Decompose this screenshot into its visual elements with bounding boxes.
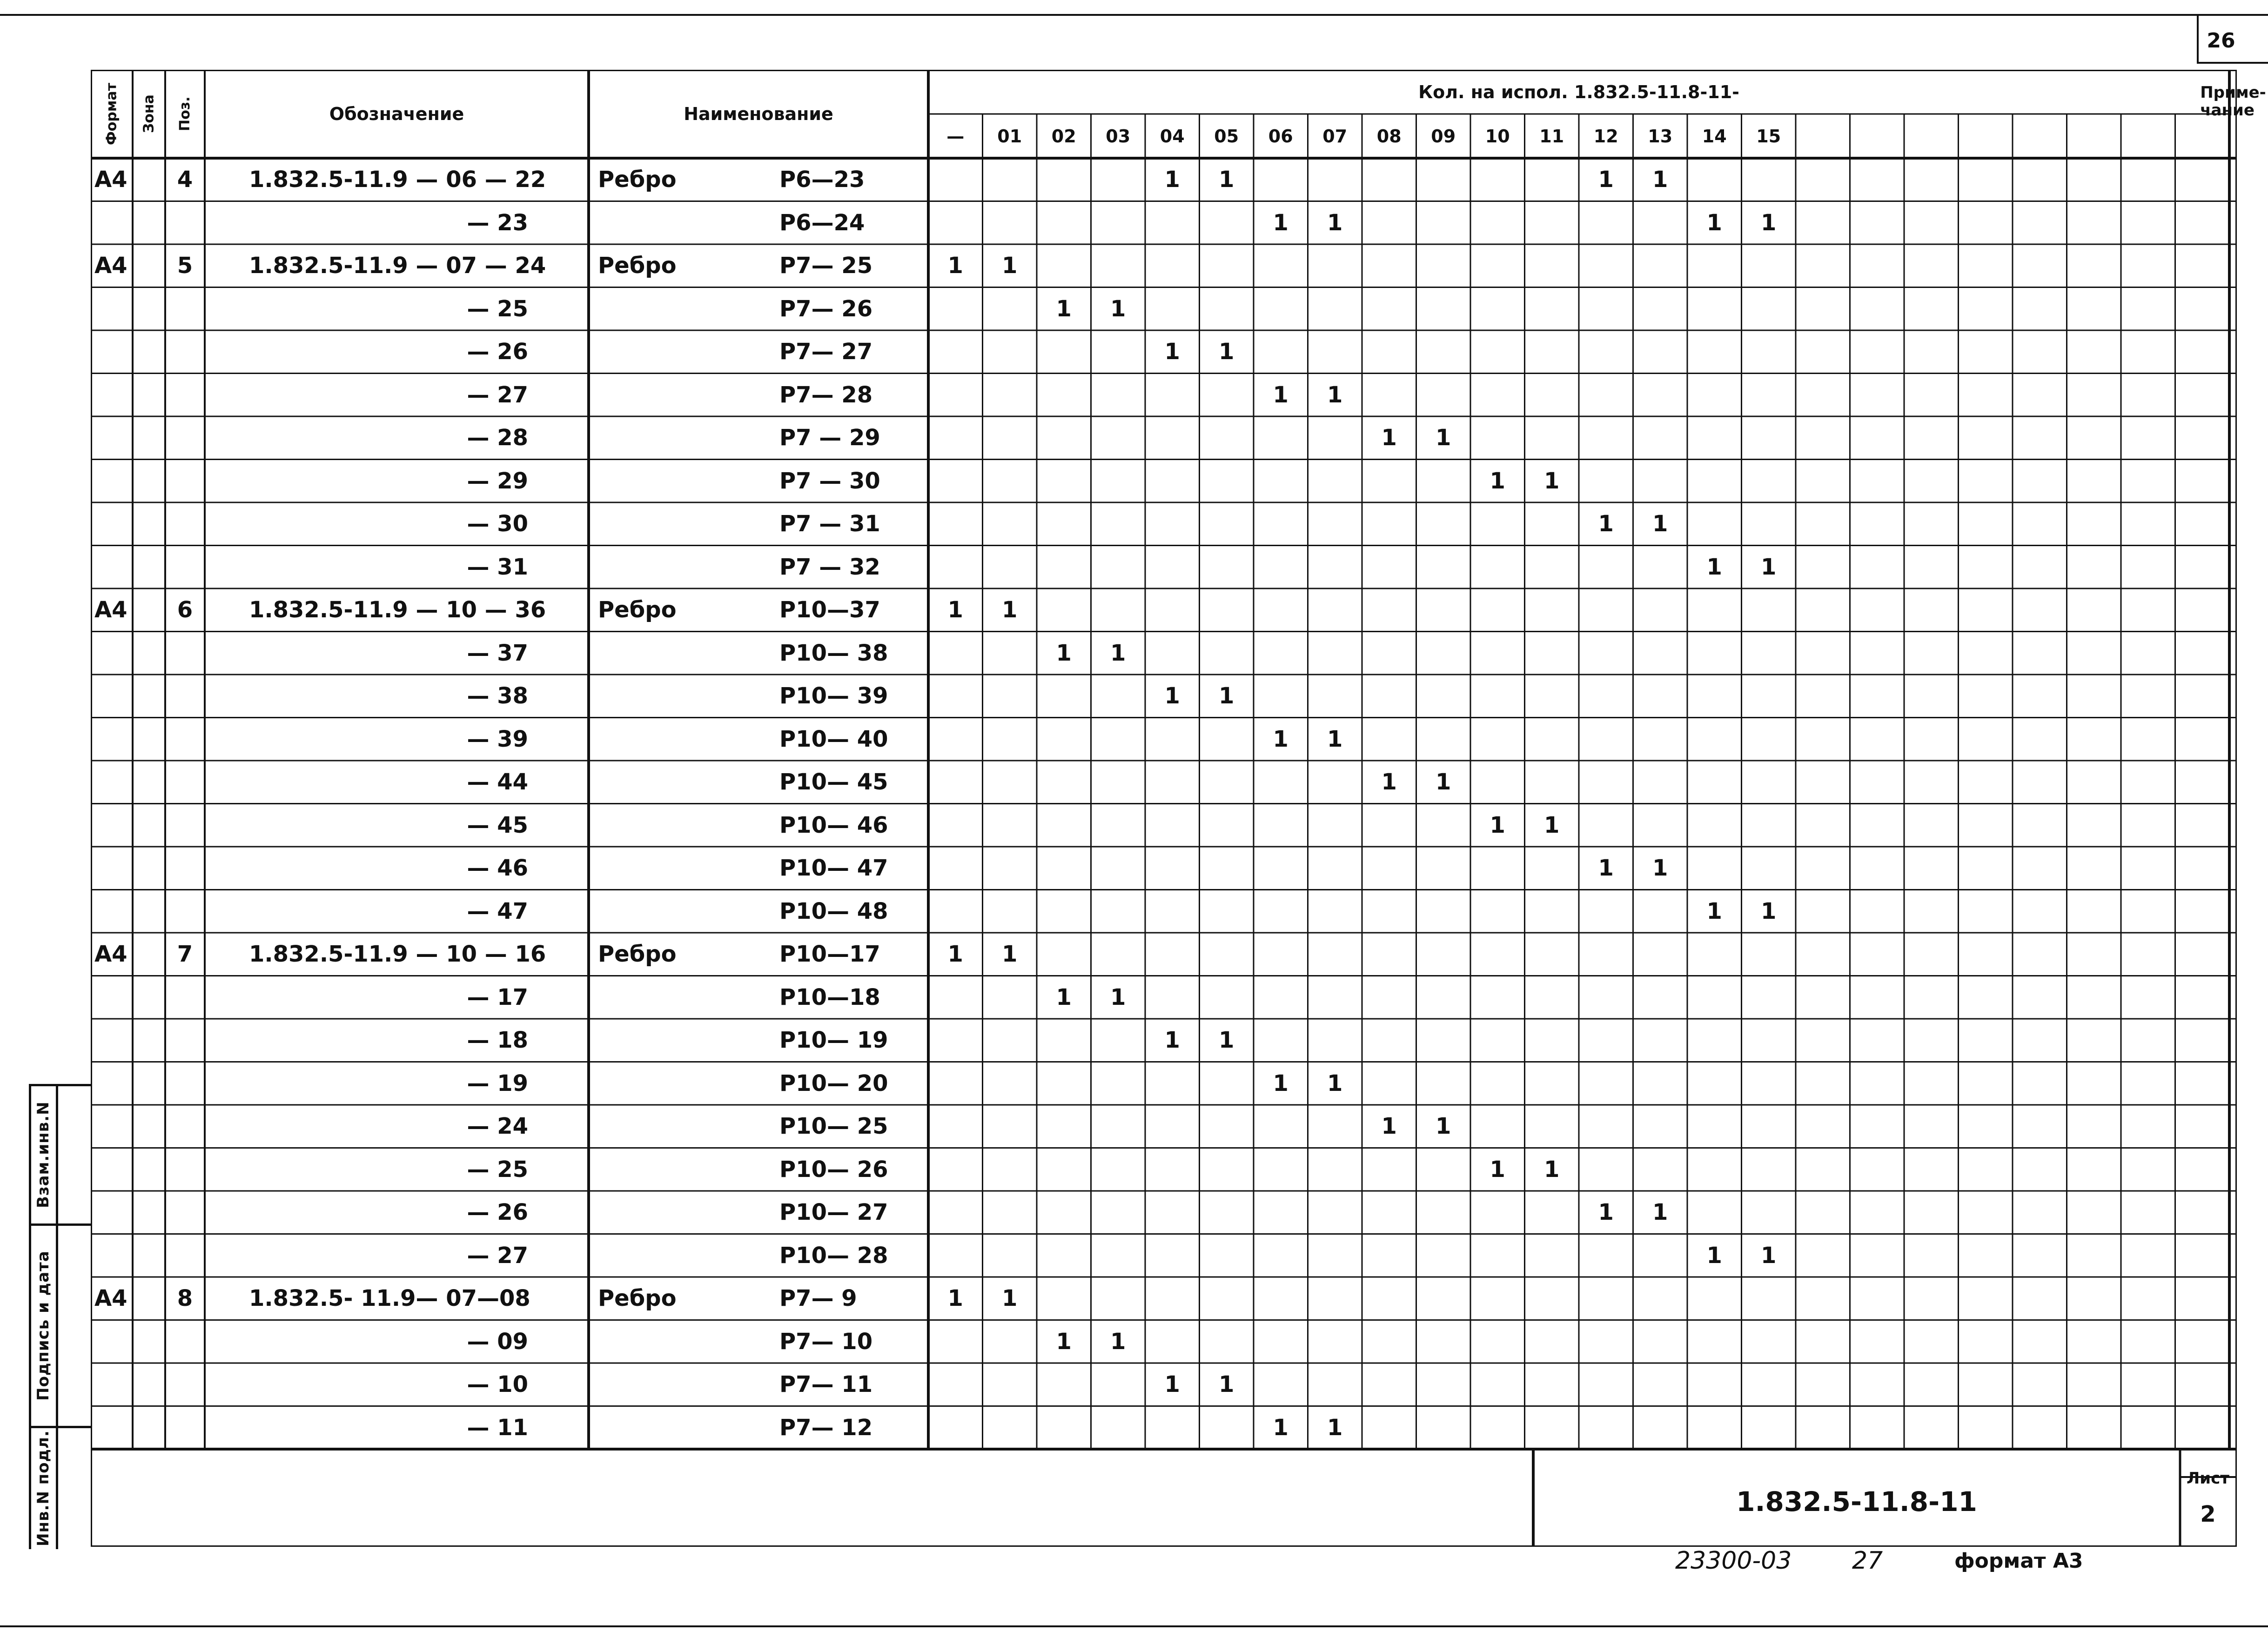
row-oboznachenie: — 45 — [467, 812, 528, 838]
header-variant: 12 — [1593, 126, 1618, 147]
row-oboznachenie: — 23 — [467, 209, 528, 236]
vzam-inv-label: Взам.инв.N — [34, 1101, 53, 1209]
header-variant: 06 — [1268, 126, 1293, 147]
header-variant: 05 — [1214, 126, 1239, 147]
row-qty: 1 — [1327, 1070, 1343, 1096]
row-qty: 1 — [1761, 554, 1777, 580]
row-qty: 1 — [1002, 253, 1018, 279]
row-oboznachenie: 1.832.5-11.9 — 07 — 24 — [249, 253, 546, 279]
header-primechanie: Приме- чание — [2200, 83, 2266, 120]
row-qty: 1 — [947, 253, 963, 279]
row-naimenovanie: Ребро — [598, 253, 677, 279]
row-format: А4 — [94, 253, 127, 279]
header-format: Формат — [103, 83, 120, 145]
sheet-bottom-border — [0, 1625, 2268, 1627]
row-mark: Р10— 26 — [779, 1156, 888, 1183]
row-oboznachenie: — 25 — [467, 1156, 528, 1183]
row-qty: 1 — [1544, 812, 1560, 838]
sheet-top-border — [0, 14, 2268, 16]
row-mark: Р10— 39 — [779, 683, 888, 709]
row-qty: 1 — [947, 941, 963, 968]
row-qty: 1 — [1652, 511, 1668, 537]
header-variant: 15 — [1756, 126, 1781, 147]
header-zona: Зона — [141, 94, 157, 134]
row-mark: Р6—24 — [779, 209, 865, 236]
row-qty: 1 — [1598, 855, 1614, 882]
row-oboznachenie: — 11 — [467, 1414, 528, 1441]
header-poz: Поз. — [177, 96, 193, 132]
row-oboznachenie: — 39 — [467, 726, 528, 752]
side-stamp-mid — [56, 1084, 58, 1549]
row-qty: 1 — [1110, 984, 1126, 1010]
row-mark: Р10—17 — [779, 941, 880, 968]
header-variant: 13 — [1648, 126, 1673, 147]
row-mark: Р10— 19 — [779, 1027, 888, 1054]
footer-format-note: формат А3 — [1954, 1549, 2083, 1573]
row-qty: 1 — [1761, 209, 1777, 236]
row-qty: 1 — [1327, 209, 1343, 236]
row-naimenovanie: Ребро — [598, 597, 677, 623]
row-mark: Р7 — 30 — [779, 468, 880, 494]
header-kol-title: Кол. на испол. 1.832.5-11.8-11- — [1418, 81, 1739, 102]
row-mark: Р7— 25 — [779, 253, 873, 279]
row-mark: Р10—37 — [779, 597, 880, 623]
row-qty: 1 — [1652, 855, 1668, 882]
row-mark: Р7 — 32 — [779, 554, 880, 580]
row-mark: Р10— 27 — [779, 1199, 888, 1226]
inv-podl-label: Инв.N подл. — [34, 1430, 53, 1546]
row-qty: 1 — [1436, 425, 1451, 451]
row-poz: 4 — [177, 167, 193, 193]
row-qty: 1 — [1381, 425, 1397, 451]
row-qty: 1 — [1436, 769, 1451, 795]
row-qty: 1 — [1164, 683, 1180, 709]
row-oboznachenie: — 29 — [467, 468, 528, 494]
page-number: 26 — [2207, 29, 2235, 53]
row-qty: 1 — [1110, 295, 1126, 322]
row-format: А4 — [94, 1285, 127, 1312]
row-oboznachenie: 1.832.5-11.9 — 10 — 16 — [249, 941, 546, 968]
row-qty: 1 — [1490, 1156, 1505, 1183]
row-oboznachenie: — 47 — [467, 898, 528, 924]
footer-doc-number: 23300-03 — [1675, 1547, 1792, 1575]
row-mark: Р10— 38 — [779, 640, 888, 666]
row-oboznachenie: — 18 — [467, 1027, 528, 1054]
row-mark: Р10— 47 — [779, 855, 888, 882]
row-qty: 1 — [1056, 1328, 1072, 1355]
row-format: А4 — [94, 167, 127, 193]
row-qty: 1 — [1761, 898, 1777, 924]
row-qty: 1 — [1219, 683, 1235, 709]
row-qty: 1 — [1002, 597, 1018, 623]
row-qty: 1 — [1164, 167, 1180, 193]
row-mark: Р7— 27 — [779, 339, 873, 365]
row-oboznachenie: — 46 — [467, 855, 528, 882]
row-qty: 1 — [1219, 1027, 1235, 1054]
row-poz: 6 — [177, 597, 193, 623]
row-qty: 1 — [1652, 1199, 1668, 1226]
row-qty: 1 — [1056, 984, 1072, 1010]
header-variant: 14 — [1702, 126, 1727, 147]
row-qty: 1 — [1273, 1414, 1288, 1441]
row-mark: Р7 — 31 — [779, 511, 880, 537]
row-poz: 8 — [177, 1285, 193, 1312]
row-qty: 1 — [1706, 898, 1722, 924]
row-oboznachenie: — 30 — [467, 511, 528, 537]
row-qty: 1 — [1490, 468, 1505, 494]
row-poz: 7 — [177, 941, 193, 968]
row-oboznachenie: 1.832.5-11.9 — 10 — 36 — [249, 597, 546, 623]
row-qty: 1 — [1327, 726, 1343, 752]
row-oboznachenie: — 37 — [467, 640, 528, 666]
header-variant: 09 — [1431, 126, 1456, 147]
row-mark: Р7— 9 — [779, 1285, 857, 1312]
row-qty: 1 — [1706, 209, 1722, 236]
row-qty: 1 — [1706, 554, 1722, 580]
row-oboznachenie: — 44 — [467, 769, 528, 795]
row-mark: Р10— 28 — [779, 1242, 888, 1269]
row-mark: Р7— 26 — [779, 295, 873, 322]
row-oboznachenie: 1.832.5- 11.9— 07—08 — [249, 1285, 530, 1312]
row-naimenovanie: Ребро — [598, 167, 677, 193]
row-qty: 1 — [1219, 167, 1235, 193]
row-oboznachenie: — 31 — [467, 554, 528, 580]
row-oboznachenie: — 28 — [467, 425, 528, 451]
row-mark: Р10— 45 — [779, 769, 888, 795]
header-variant: 01 — [997, 126, 1022, 147]
row-qty: 1 — [1273, 209, 1288, 236]
header-variant: 02 — [1051, 126, 1076, 147]
list-number: 2 — [2200, 1501, 2216, 1527]
row-mark: Р7 — 29 — [779, 425, 880, 451]
row-mark: Р7— 28 — [779, 381, 873, 408]
row-qty: 1 — [1164, 1027, 1180, 1054]
row-qty: 1 — [1598, 511, 1614, 537]
row-format: А4 — [94, 597, 127, 623]
row-qty: 1 — [1273, 726, 1288, 752]
doc-code: 1.832.5-11.8-11 — [1736, 1485, 1977, 1517]
row-format: А4 — [94, 941, 127, 968]
header-naimenovanie: Наименование — [684, 104, 833, 124]
row-qty: 1 — [1056, 295, 1072, 322]
row-mark: Р10—18 — [779, 984, 880, 1010]
row-mark: Р7— 12 — [779, 1414, 873, 1441]
row-oboznachenie: — 25 — [467, 295, 528, 322]
row-qty: 1 — [1164, 339, 1180, 365]
header-variant: 08 — [1376, 126, 1402, 147]
row-qty: 1 — [1544, 468, 1560, 494]
row-qty: 1 — [1381, 1113, 1397, 1140]
row-mark: Р10— 20 — [779, 1070, 888, 1096]
row-naimenovanie: Ребро — [598, 1285, 677, 1312]
footer-page-number: 27 — [1852, 1547, 1883, 1575]
row-qty: 1 — [1110, 1328, 1126, 1355]
podpis-data-label: Подпись и дата — [34, 1250, 53, 1401]
row-qty: 1 — [1002, 1285, 1018, 1312]
header-oboznachenie: Обозначение — [329, 104, 464, 124]
row-poz: 5 — [177, 253, 193, 279]
row-qty: 1 — [1273, 381, 1288, 408]
row-qty: 1 — [1544, 1156, 1560, 1183]
header-variant: — — [946, 126, 965, 147]
row-mark: Р10— 48 — [779, 898, 888, 924]
row-mark: Р10— 25 — [779, 1113, 888, 1140]
row-qty: 1 — [1761, 1242, 1777, 1269]
row-mark: Р7— 10 — [779, 1328, 873, 1355]
row-oboznachenie: — 27 — [467, 1242, 528, 1269]
header-variant: 07 — [1322, 126, 1348, 147]
row-mark: Р10— 40 — [779, 726, 888, 752]
row-qty: 1 — [1381, 769, 1397, 795]
row-qty: 1 — [947, 1285, 963, 1312]
row-oboznachenie: — 24 — [467, 1113, 528, 1140]
row-qty: 1 — [1598, 167, 1614, 193]
row-qty: 1 — [1219, 1371, 1235, 1398]
row-oboznachenie: 1.832.5-11.9 — 06 — 22 — [249, 167, 546, 193]
row-mark: Р10— 46 — [779, 812, 888, 838]
row-qty: 1 — [1110, 640, 1126, 666]
row-qty: 1 — [1706, 1242, 1722, 1269]
row-qty: 1 — [1652, 167, 1668, 193]
row-qty: 1 — [1490, 812, 1505, 838]
row-qty: 1 — [1327, 381, 1343, 408]
row-naimenovanie: Ребро — [598, 941, 677, 968]
header-variant: 11 — [1539, 126, 1564, 147]
list-label: Лист — [2187, 1469, 2229, 1488]
row-qty: 1 — [947, 597, 963, 623]
row-oboznachenie: — 10 — [467, 1371, 528, 1398]
row-oboznachenie: — 38 — [467, 683, 528, 709]
row-qty: 1 — [1598, 1199, 1614, 1226]
header-variant: 03 — [1106, 126, 1131, 147]
row-oboznachenie: — 17 — [467, 984, 528, 1010]
row-qty: 1 — [1327, 1414, 1343, 1441]
row-oboznachenie: — 27 — [467, 381, 528, 408]
row-qty: 1 — [1056, 640, 1072, 666]
row-mark: Р6—23 — [779, 167, 865, 193]
row-mark: Р7— 11 — [779, 1371, 873, 1398]
row-qty: 1 — [1002, 941, 1018, 968]
row-oboznachenie: — 26 — [467, 1199, 528, 1226]
header-variant: 10 — [1485, 126, 1510, 147]
row-oboznachenie: — 26 — [467, 339, 528, 365]
row-qty: 1 — [1219, 339, 1235, 365]
row-qty: 1 — [1164, 1371, 1180, 1398]
row-qty: 1 — [1436, 1113, 1451, 1140]
row-oboznachenie: — 19 — [467, 1070, 528, 1096]
header-variant: 04 — [1160, 126, 1185, 147]
row-qty: 1 — [1273, 1070, 1288, 1096]
row-oboznachenie: — 09 — [467, 1328, 528, 1355]
